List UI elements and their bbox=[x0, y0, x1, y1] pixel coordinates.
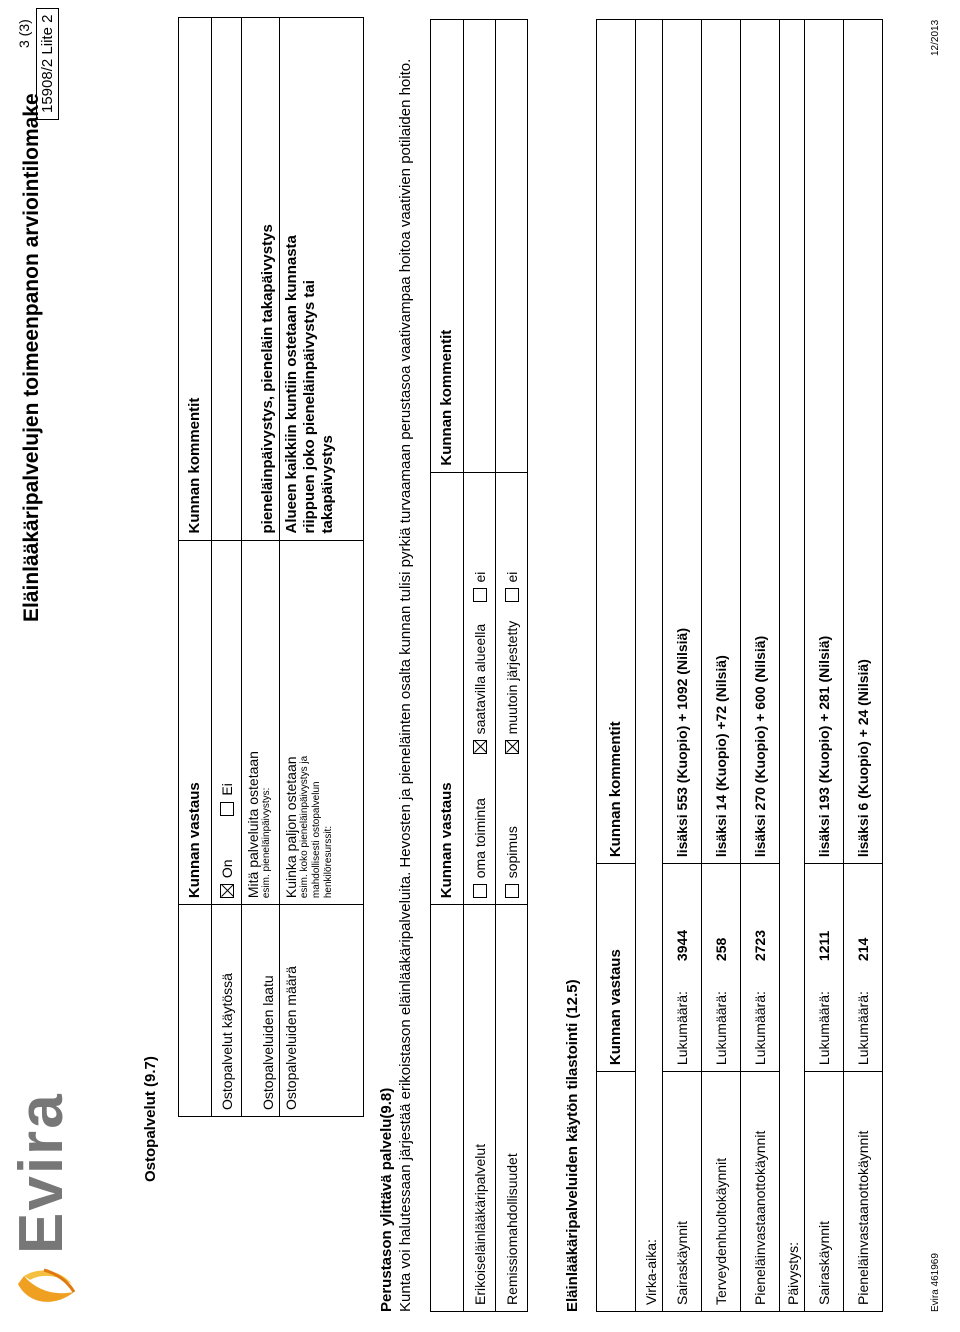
comment-cell[interactable]: lisäksi 6 (Kuopio) + 24 (Nilsiä) bbox=[844, 20, 883, 864]
section3-col-answer: Kunnan vastaus bbox=[597, 864, 636, 1072]
checkbox-ei[interactable] bbox=[220, 802, 234, 816]
section3-col-comment: Kunnan kommentit bbox=[597, 20, 636, 864]
option-label: ei bbox=[503, 571, 520, 583]
row-label: Terveydenhuoltokäynnit bbox=[702, 1072, 741, 1312]
count-label: Lukumäärä: bbox=[855, 991, 871, 1066]
count-value[interactable]: 2723 bbox=[752, 929, 768, 962]
checkbox-oma-toiminta[interactable] bbox=[473, 884, 487, 898]
option-label: saatavilla alueella bbox=[471, 623, 488, 735]
question-text: Kuinka paljon ostetaan bbox=[283, 756, 299, 899]
page-title: Eläinlääkäripalvelujen toimeenpanon arviointilomake bbox=[20, 93, 43, 622]
section2-table bbox=[430, 19, 528, 1312]
comment-cell[interactable]: lisäksi 553 (Kuopio) + 1092 (Nilsiä) bbox=[663, 20, 702, 864]
count-value[interactable]: 214 bbox=[855, 937, 871, 962]
comment-cell[interactable] bbox=[496, 20, 528, 473]
comment-text: Alueen kaikkiin kuntiin ostetaan kunnasta bbox=[283, 235, 300, 534]
option-label: On bbox=[218, 859, 235, 879]
comment-cell[interactable] bbox=[242, 18, 280, 541]
row-label: Sairaskäynnit bbox=[663, 1072, 702, 1312]
section3-table bbox=[596, 19, 883, 1312]
row-label: Ostopalvelut käytössä bbox=[212, 905, 242, 1117]
question-text: Mitä palveluita ostetaan bbox=[245, 751, 261, 899]
row-label: Remissiomahdollisuudet bbox=[496, 905, 528, 1312]
section1-col-answer: Kunnan vastaus bbox=[179, 540, 212, 905]
section1-table bbox=[178, 17, 364, 1117]
option-label: Ei bbox=[218, 783, 235, 796]
section1-title: Ostopalvelut (9.7) bbox=[142, 1056, 159, 1182]
row-label: Ostopalveluiden määrä bbox=[280, 905, 364, 1117]
count-label: Lukumäärä: bbox=[674, 991, 690, 1066]
evira-logo-text: Evira bbox=[7, 1092, 76, 1254]
checkbox-ei[interactable] bbox=[505, 588, 519, 602]
checkbox-saatavilla[interactable] bbox=[473, 740, 487, 754]
checkbox-muutoin[interactable] bbox=[505, 740, 519, 754]
annex-box: 15908/2 Liite 2 bbox=[36, 8, 59, 120]
hint-text: esim. koko pieneläinpäivystys ja bbox=[299, 755, 310, 899]
hint-text: mahdollisesti ostopalvelun bbox=[311, 781, 322, 899]
count-label: Lukumäärä: bbox=[713, 991, 729, 1066]
comment-text: pieneläinpäivystys, pieneläin takapäivystys bbox=[259, 224, 276, 534]
section2-col-answer: Kunnan vastaus bbox=[431, 472, 464, 905]
count-value[interactable]: 1211 bbox=[816, 930, 832, 962]
comment-cell[interactable] bbox=[464, 20, 496, 473]
checkbox-ei[interactable] bbox=[473, 588, 487, 602]
option-label: oma toiminta bbox=[471, 798, 488, 879]
count-label: Lukumäärä: bbox=[752, 991, 768, 1066]
group-label: Päivystys: bbox=[780, 20, 805, 1312]
row-label: Ostopalveluiden laatu bbox=[242, 905, 280, 1117]
comment-cell[interactable]: lisäksi 270 (Kuopio) + 600 (Nilsiä) bbox=[741, 20, 780, 864]
comment-cell[interactable] bbox=[212, 18, 242, 541]
row-label: Erikoiseläinlääkäripalvelut bbox=[464, 905, 496, 1312]
option-label: muutoin järjestetty bbox=[503, 620, 520, 735]
comment-text: riippuen joko pieneläinpäivystys tai bbox=[301, 280, 318, 534]
row-label: Sairaskäynnit bbox=[805, 1072, 844, 1312]
checkbox-sopimus[interactable] bbox=[505, 884, 519, 898]
hint-text: henkilöresurssit: bbox=[323, 825, 334, 899]
row-label: Pieneläinvastaanottokäynnit bbox=[844, 1072, 883, 1312]
footer-date: 12/2013 bbox=[930, 19, 941, 56]
section2-title: Perustason ylittävä palvelu(9.8) bbox=[378, 1087, 395, 1312]
group-label: Virka-aika: bbox=[636, 20, 663, 1312]
count-value[interactable]: 3944 bbox=[674, 929, 690, 962]
section1-col-comment: Kunnan kommentit bbox=[179, 18, 212, 541]
comment-cell[interactable]: lisäksi 14 (Kuopio) +72 (Nilsiä) bbox=[702, 20, 741, 864]
evira-leaf-icon bbox=[14, 1258, 78, 1310]
row-label: Pieneläinvastaanottokäynnit bbox=[741, 1072, 780, 1312]
count-label: Lukumäärä: bbox=[816, 991, 832, 1066]
section3-title: Eläinlääkäripalveluiden käytön tilastointi (12.5) bbox=[564, 979, 581, 1312]
option-label: ei bbox=[471, 571, 488, 583]
checkbox-on[interactable] bbox=[220, 884, 234, 898]
comment-text: takapäivystys bbox=[319, 435, 336, 534]
page-number: 3 (3) bbox=[16, 19, 32, 48]
comment-cell[interactable]: lisäksi 193 (Kuopio) + 281 (Nilsiä) bbox=[805, 20, 844, 864]
section2-col-comment: Kunnan kommentit bbox=[431, 20, 464, 473]
hint-text: esim. pieneläinpäivystys: bbox=[261, 787, 272, 899]
section2-description: Kunta voi halutessaan järjestää erikoistason eläinlääkäripalveluita. Hevosten ja pieneläinten osalta kunnan tulisi pyrkiä turvaamaan perustasoa vaativampaa hoitoa vaativien potilaiden hoito. bbox=[397, 58, 414, 1312]
footer-doc-id: Evira 461969 bbox=[930, 1253, 941, 1312]
option-label: sopimus bbox=[503, 826, 520, 879]
comment-cell[interactable] bbox=[280, 18, 364, 541]
count-value[interactable]: 258 bbox=[713, 937, 729, 962]
